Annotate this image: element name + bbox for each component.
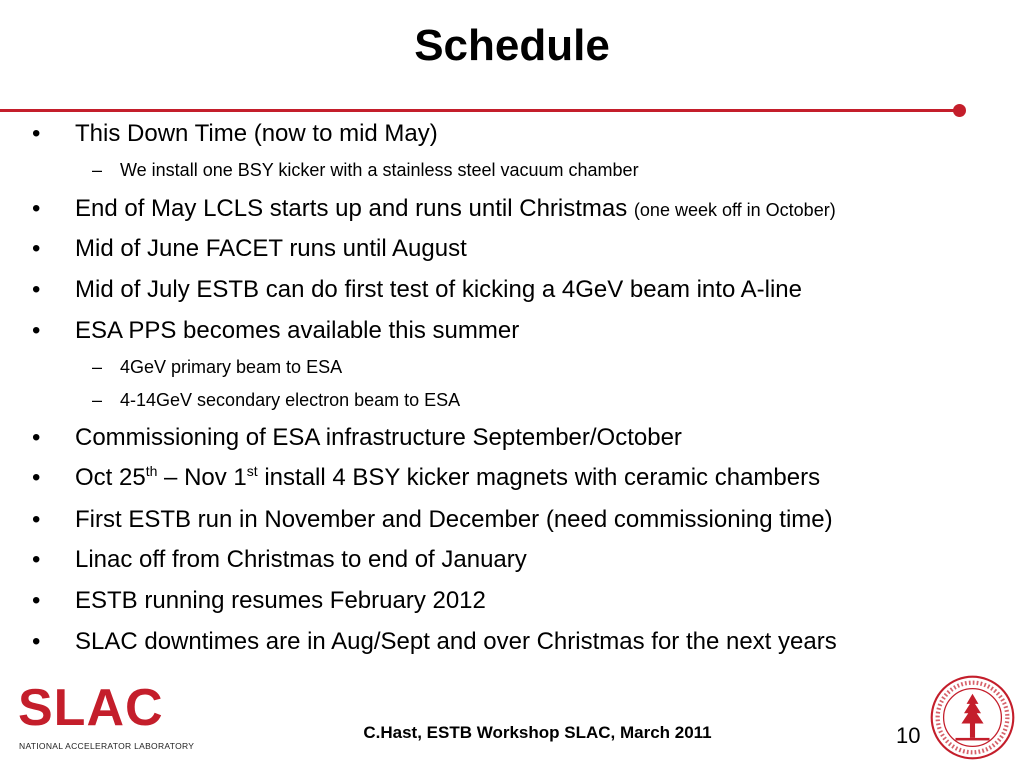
sub-bullet-text: 4-14GeV secondary electron beam to ESA: [120, 390, 461, 410]
bullet-text: ESTB running resumes February 2012: [75, 587, 486, 614]
bullet-text: [75, 463, 820, 493]
ordinal-suffix: th: [145, 463, 158, 479]
bullet-marker: •: [32, 235, 41, 262]
bullet-text: Linac off from Christmas to end of January: [75, 546, 527, 573]
bullet-marker: •: [32, 195, 41, 222]
slide-title: Schedule: [414, 21, 610, 70]
bullet-marker: •: [32, 587, 41, 614]
bullet-marker: •: [32, 276, 41, 303]
bullet-text: This Down Time (now to mid May): [75, 120, 438, 147]
sub-bullet-marker: –: [92, 160, 103, 180]
bullet-text: [75, 194, 836, 225]
sub-bullet-marker: –: [92, 390, 103, 410]
bullet-text-part: Oct 25: [75, 464, 146, 491]
bullet-text-part: install 4 BSY kicker magnets with ceramic chambers: [257, 464, 821, 491]
sub-bullet-text: We install one BSY kicker with a stainless steel vacuum chamber: [120, 160, 639, 180]
bullet-marker: •: [32, 120, 41, 147]
bullet-marker: •: [32, 546, 41, 573]
bullet-text: Commissioning of ESA infrastructure September/October: [75, 424, 682, 451]
page-number: 10: [896, 723, 921, 748]
bullet-marker: •: [32, 506, 41, 533]
sub-bullet-marker: –: [92, 357, 103, 377]
bullet-main-text: End of May LCLS starts up and runs until Christmas: [75, 195, 634, 222]
ordinal-suffix: st: [246, 463, 258, 479]
bullet-text: SLAC downtimes are in Aug/Sept and over Christmas for the next years: [75, 628, 837, 655]
stanford-seal-icon: [930, 675, 1015, 760]
bullet-note: (one week off in October): [633, 200, 836, 220]
bullet-text: First ESTB run in November and December (need commissioning time): [75, 506, 833, 533]
bullet-text: Mid of July ESTB can do first test of kicking a 4GeV beam into A-line: [75, 276, 802, 303]
bullet-marker: •: [32, 317, 41, 344]
sub-bullet-text: 4GeV primary beam to ESA: [120, 357, 343, 377]
bullet-marker: •: [32, 464, 41, 491]
slac-logo: SLAC: [18, 679, 164, 737]
slac-logo-subtitle: NATIONAL ACCELERATOR LABORATORY: [19, 741, 195, 751]
bullet-text: ESA PPS becomes available this summer: [75, 317, 520, 344]
bullet-text: Mid of June FACET runs until August: [75, 235, 467, 262]
bullet-marker: •: [32, 628, 41, 655]
footer-credit: C.Hast, ESTB Workshop SLAC, March 2011: [363, 723, 712, 742]
bullet-marker: •: [32, 424, 41, 451]
bullet-text-part: – Nov 1: [157, 464, 247, 491]
